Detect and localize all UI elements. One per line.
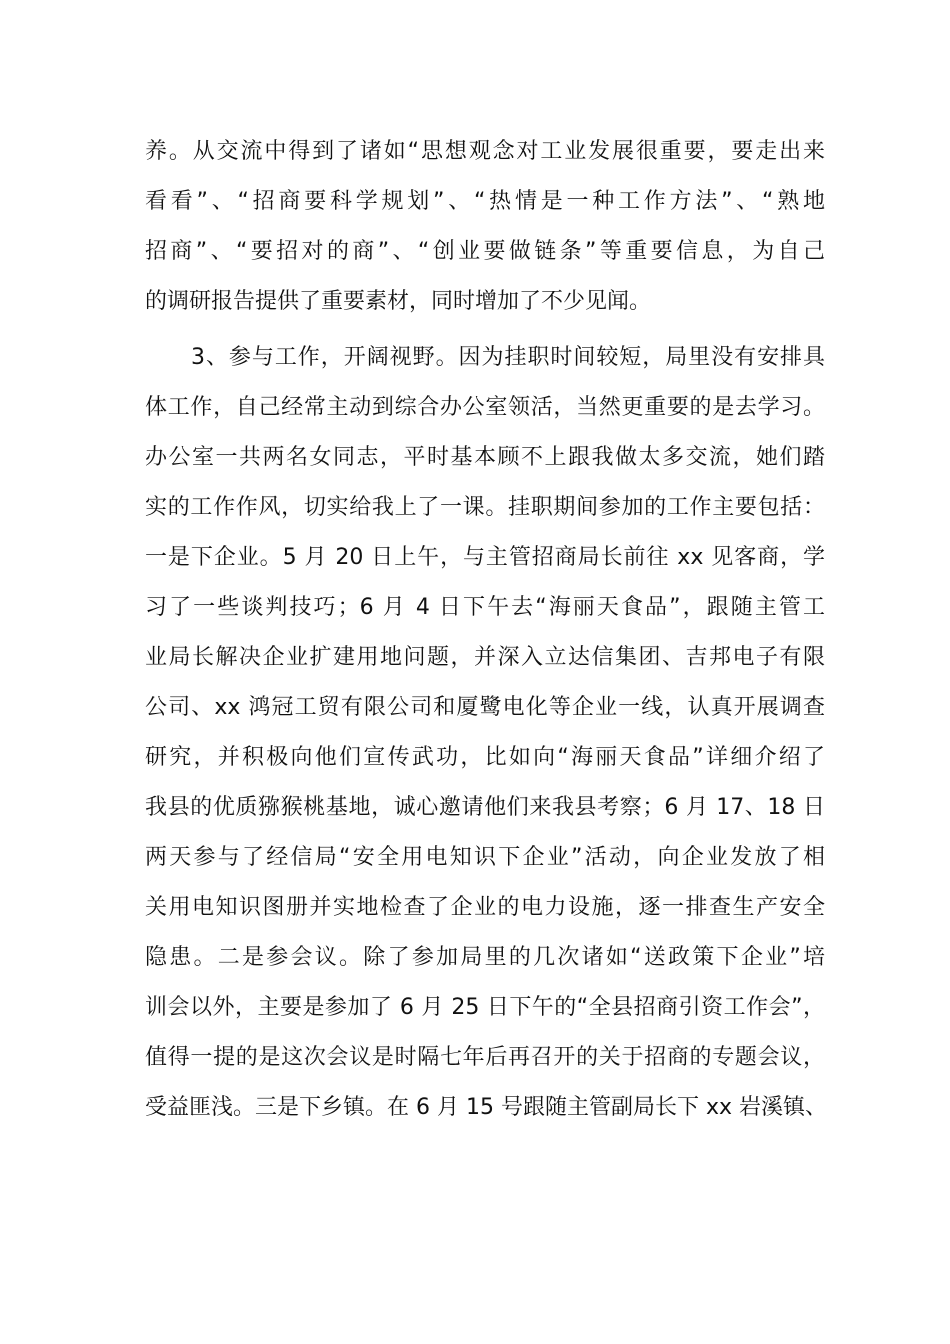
text-line: 3、参与工作，开阔视野。因为挂职时间较短，局里没有安排具	[191, 345, 825, 370]
paragraph-2	[145, 333, 825, 1133]
text-line: 办公室一共两名女同志，平时基本顾不上跟我做太多交流，她们踏	[145, 445, 825, 470]
text-line: 体工作，自己经常主动到综合办公室领活，当然更重要的是去学习。	[145, 395, 825, 420]
text-line: 研究，并积极向他们宣传武功，比如向“海丽天食品”详细介绍了	[145, 745, 825, 770]
text-line: 关用电知识图册并实地检查了企业的电力设施，逐一排查生产安全	[145, 895, 825, 920]
body-text	[145, 127, 825, 1133]
text-line: 一是下企业。5 月 20 日上午，与主管招商局长前往 xx 见客商，学	[145, 545, 825, 570]
text-line: 招商”、“要招对的商”、“创业要做链条”等重要信息，为自己	[145, 239, 825, 264]
text-line: 业局长解决企业扩建用地问题，并深入立达信集团、吉邦电子有限	[145, 645, 825, 670]
paragraph-1	[145, 127, 825, 327]
text-line: 值得一提的是这次会议是时隔七年后再召开的关于招商的专题会议，	[145, 1045, 825, 1070]
text-line: 两天参与了经信局“安全用电知识下企业”活动，向企业发放了相	[145, 845, 825, 870]
text-line: 实的工作作风，切实给我上了一课。挂职期间参加的工作主要包括：	[145, 495, 825, 520]
text-line: 我县的优质猕猴桃基地，诚心邀请他们来我县考察；6 月 17、18 日	[145, 795, 825, 820]
text-line: 看看”、“招商要科学规划”、“热情是一种工作方法”、“熟地	[145, 189, 825, 214]
text-line: 的调研报告提供了重要素材，同时增加了不少见闻。	[145, 289, 652, 314]
text-line: 训会以外，主要是参加了 6 月 25 日下午的“全县招商引资工作会”，	[145, 995, 825, 1020]
text-line: 养。从交流中得到了诸如“思想观念对工业发展很重要，要走出来	[145, 139, 825, 164]
text-line: 隐患。二是参会议。除了参加局里的几次诸如“送政策下企业”培	[145, 945, 825, 970]
text-line: 习了一些谈判技巧；6 月 4 日下午去“海丽天食品”，跟随主管工	[145, 595, 825, 620]
text-line: 公司、xx 鸿冠工贸有限公司和厦鹭电化等企业一线，认真开展调查	[145, 695, 825, 720]
text-line: 受益匪浅。三是下乡镇。在 6 月 15 号跟随主管副局长下 xx 岩溪镇、	[145, 1095, 827, 1120]
